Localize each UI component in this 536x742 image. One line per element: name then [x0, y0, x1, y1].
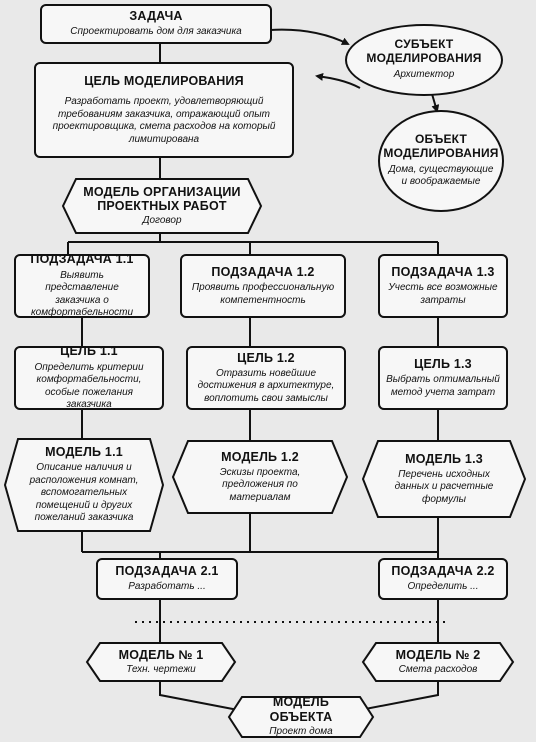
goal-1-3-text: Выбрать оптимальный метод учета затрат	[386, 374, 500, 398]
goal-1-3-title: ЦЕЛЬ 1.3	[414, 356, 472, 371]
subtask-1-2-text: Проявить профессиональную компетентность	[191, 282, 335, 306]
model-1-text: Техн. чертежи	[126, 663, 196, 675]
model-1-hexagon	[86, 642, 236, 682]
task-text: Спроектировать дом для заказчика	[70, 26, 242, 38]
goal-1-1-text: Определить критерии комфортабельности, особые пожелания заказчика	[34, 361, 144, 411]
object-model-hexagon	[228, 696, 374, 738]
arrow-subject-goal	[317, 76, 360, 88]
line-model1-objmodel	[160, 680, 238, 710]
goal-1-2-text: Отразить новейшие достижения в архитектуре, воплотить свои замыслы	[197, 367, 335, 404]
model-1-2-hexagon	[172, 440, 348, 514]
model-1-2-title: МОДЕЛЬ 1.2	[221, 449, 299, 464]
arrow-subject-object	[432, 94, 437, 111]
model-2-text: Смета расходов	[398, 663, 478, 675]
subtask-1-1-text: Выявить представление заказчика о комфортабельности	[30, 269, 134, 319]
goal-1-2-box	[186, 346, 346, 410]
org-model-title: МОДЕЛЬ ОРГАНИЗАЦИИ ПРОЕКТНЫХ РАБОТ	[83, 184, 241, 214]
task-title: ЗАДАЧА	[129, 9, 183, 24]
object-ellipse	[378, 110, 504, 212]
model-1-1-title: МОДЕЛЬ 1.1	[45, 445, 123, 460]
model-1-1-text: Описание наличия и расположения комнат, вспомогательных помещений и других пожеланий заказчика	[29, 462, 139, 524]
org-model-text: Договор	[142, 214, 182, 226]
subject-ellipse	[345, 24, 503, 96]
subtask-2-2-box	[378, 558, 508, 600]
goal-title: ЦЕЛЬ МОДЕЛИРОВАНИЯ	[84, 74, 244, 88]
model-1-title: МОДЕЛЬ № 1	[118, 647, 204, 662]
model-1-3-hexagon	[362, 440, 526, 518]
subtask-2-2-text: Определить ...	[407, 581, 479, 593]
model-1-2-text: Эскизы проекта, предложения по материалам	[219, 466, 301, 503]
org-model-hexagon	[62, 178, 262, 234]
subtask-2-2-title: ПОДЗАДАЧА 2.2	[391, 564, 495, 579]
subject-title: СУБЪЕКТ МОДЕЛИРОВАНИЯ	[366, 37, 482, 66]
subject-text: Архитектор	[393, 69, 455, 81]
subtask-2-1-text: Разработать ...	[128, 581, 206, 593]
goal-1-2-title: ЦЕЛЬ 1.2	[237, 350, 295, 365]
goal-box	[34, 62, 294, 158]
subtask-1-1-box	[14, 254, 150, 318]
goal-1-3-box	[378, 346, 508, 410]
model-1-3-text: Перечень исходных данных и расчетные формулы	[394, 468, 494, 505]
subtask-2-1-box	[96, 558, 238, 600]
goal-1-1-box	[14, 346, 164, 410]
task-box	[40, 4, 272, 44]
goal-1-1-title: ЦЕЛЬ 1.1	[60, 344, 118, 359]
arrow-task-subject	[270, 30, 348, 44]
object-model-title: МОДЕЛЬ ОБЪЕКТА	[269, 695, 333, 724]
object-text: Дома, существующие и воображаемые	[388, 163, 494, 188]
model-2-hexagon	[362, 642, 514, 682]
subtask-1-3-text: Учесть все возможные затраты	[388, 282, 498, 306]
subtask-2-1-title: ПОДЗАДАЧА 2.1	[115, 564, 219, 579]
subtask-1-2-box	[180, 254, 346, 318]
subtask-1-2-title: ПОДЗАДАЧА 1.2	[211, 264, 315, 279]
model-2-title: МОДЕЛЬ № 2	[395, 647, 481, 662]
object-model-text: Проект дома	[269, 726, 333, 738]
goal-text: Разработать проект, удовлетворяющий требованиям заказчика, отражающий опыт проектировщика, смета расходов на который лимитирована	[52, 96, 276, 145]
model-1-1-hexagon	[4, 438, 164, 532]
subtask-1-3-box	[378, 254, 508, 318]
subtask-1-3-title: ПОДЗАДАЧА 1.3	[391, 264, 495, 279]
subtask-1-1-title: ПОДЗАДАЧА 1.1	[30, 252, 134, 267]
object-title: ОБЪЕКТ МОДЕЛИРОВАНИЯ	[383, 132, 499, 160]
model-1-3-title: МОДЕЛЬ 1.3	[405, 451, 483, 466]
